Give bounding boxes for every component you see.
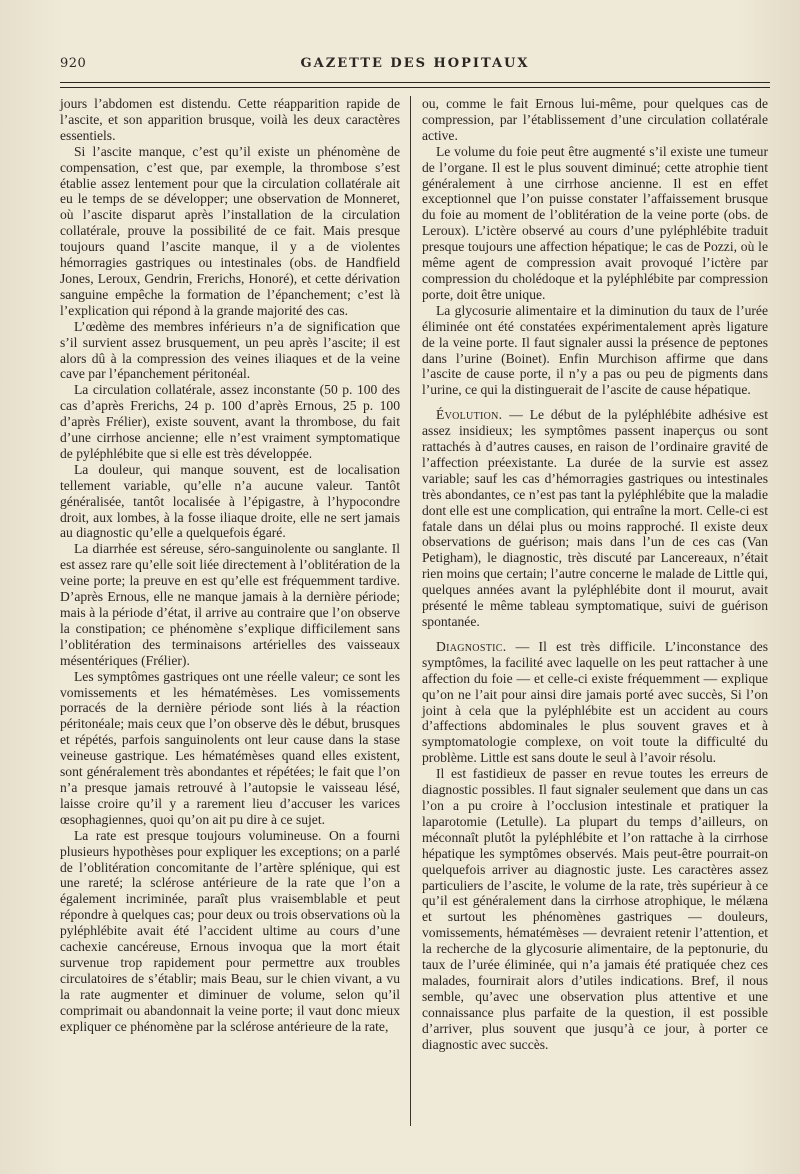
paragraph-text: — Il est très difficile. L’inconstance des symptômes, la facilité avec laquelle on les peut rattacher à une affection du foie — et celle-ci existe fréquemment — explique qu’on ne l’ait pour ainsi dire jamais porté avec succès, Si l’on joint à cela que la pyléphlébite est un accident au cours d’affections abdominales le plus souvent graves et à symptomatologie complexe, on voit toute la difficulté du problème. Little est sans doute le seul à l’avoir résolu. (422, 638, 768, 766)
paragraph-text: — Le début de la pyléphlébite adhésive est assez insidieux; les symptômes passent inaperçus ou sont rattachés à d’autres causes, en raison de l’ordinaire gravité de l’affection préexistante. La durée de la survie est assez variable; sauf les cas d’hémorragies gastriques ou intestinales très abondantes, ce n’est pas tant la pyléphlébite que la maladie dont elle est une complication, qui entraîne la mort. Celle-ci est fatale dans un délai plus ou moins rapproché. Il existe deux observations de guérison; mais dans l’un de ces cas (Van Petigham), le diagnostic, très discuté par Lancereaux, n’était rien moins que certain; l’autre concerne le malade de Little qui, quelques années avant la pyléphlébite dont il mourut, avait présenté le même tableau symptomatique, suivi de guérison spontanée. (422, 407, 768, 629)
paragraph-text: Le volume du foie peut être augmenté s’il existe une tumeur de l’organe. Il est le plus souvent diminué; cette atrophie tient généralement à une cirrhose ancienne. Il est en effet exceptionnel que l’on puisse constater l’affaissement brusque du foie au moment de l’oblitération de la veine porte (obs. de Leroux). L’ictère observé au cours d’une pyléphlébite traduit presque toujours une affection hépatique; le cas de Pozzi, où le même agent de compression avait provoqué l’ictère par compression du cholédoque et la pyléphlébite par compression porte, doit être unique. (422, 143, 768, 302)
right-column (422, 96, 768, 1052)
paragraph: La douleur, qui manque souvent, est de localisation tellement variable, qu’elle n’a aucune valeur. Tantôt généralisée, tantôt localisée à l’épigastre, à l’hypocondre droit, aux lombes, à la fosse iliaque droite, elle ne sert jamais au diagnostic qu’elle a quelquefois égaré. (60, 461, 400, 541)
paragraph: L’œdème des membres inférieurs n’a de signification que s’il survient assez brusquement, un peu après l’ascite; il est alors dû à la compression des veines iliaques et de la veine cave par l’épanchement péritonéal. (60, 318, 400, 382)
page-number: 920 (60, 56, 87, 71)
paragraph (422, 144, 768, 303)
running-title: GAZETTE DES HOPITAUX (300, 56, 530, 71)
header-rule-double (60, 87, 770, 88)
paragraph: Si l’ascite manque, c’est qu’il existe un phénomène de compensation, c’est que, par exemple, la thrombose s’est établie assez lentement pour que la circulation collatérale ait eu le temps de se développer; une observation de Monneret, où l’ascite disparut après l’installation de la circulation collatérale, prouve la possibilité de ce fait. Mais presque toujours quand l’ascite manque, il y a de violentes hémorragies gastriques ou intestinales (obs. de Handfield Jones, Leroux, Gendrin, Frerichs, Honoré), et cette dérivation sanguine empêche la formation de l’épanchement; c’est là l’explication qui répond à la grande majorité des cas. (60, 143, 400, 318)
paragraph (422, 766, 768, 1052)
header-rule (60, 82, 770, 83)
paragraph: jours l’abdomen est distendu. Cette réapparition rapide de l’ascite, et son apparition brusque, voilà les deux caractères essentiels. (60, 96, 400, 143)
paragraph (422, 303, 768, 398)
paragraph-text: La glycosurie alimentaire et la diminution du taux de l’urée éliminée ont été constatées expérimentalement après ligature de la veine porte. Il faut signaler aussi la présence de peptones dans l’urine (Boinet). Enfin Murchison affirme que dans l’ascite de cause porte, il n’y a pas ou peu de pigments dans l’urine, ce qui la distinguerait de l’ascite de cause hépatique. (422, 302, 768, 398)
section-evolution (422, 407, 768, 630)
section-heading: Évolution. (436, 407, 503, 423)
paragraph-text: Il est fastidieux de passer en revue toutes les erreurs de diagnostic possibles. Il faut signaler seulement que dans un cas l’on a pu croire à l’occlusion intestinale et pratiquer la laparotomie (Letulle). La plupart du temps d’ailleurs, on méconnaît plutôt la pyléphlébite et l’on rattache à la cirrhose hépatique les symptômes observés. Mais peut-être pourrait-on quelquefois arriver au diagnostic juste. Les caractères assez particuliers de l’ascite, le volume de la rate, très supérieur à ce qu’il est généralement dans la cirrhose atrophique, le mélæna et surtout les phénomènes gastriques — douleurs, vomissements, hématémèses — devraient retenir l’attention, et la recherche de la glycosurie alimentaire, de la peptonurie, du taux de l’urée éliminée, qui n’a jamais été pratiquée chez ces malades, fournirait alors d’utiles indications. Bref, il nous semble, qu’avec une observation plus attentive et une connaissance plus parfaite de la question, il est possible d’arriver, plus souvent que jusqu’à ce jour, à porter ce diagnostic avec succès. (422, 766, 768, 1052)
paragraph: La rate est presque toujours volumineuse. On a fourni plusieurs hypothèses pour expliquer les exceptions; on a parlé de l’oblitération concomitante de l’artère splénique, qui est une rareté; la sclérose antérieure de la rate que l’on a également incriminée, paraît plus vraisemblable et peut répondre à quelques cas; pour deux ou trois observations où la pyléphlébite avait été l’accident ultime au cours d’une cachexie cancéreuse, Ernous invoqua que la mort était survenue trop rapidement pour permettre aux troubles circulatoires de s’établir; mais Beau, sur le chien vivant, a vu la rate augmenter et diminuer de volume, selon qu’il comprimait ou abandonnait la veine porte; il vaut donc mieux expliquer ce phénomène par la sclérose antérieure de la rate, (60, 827, 400, 1034)
left-column (60, 96, 400, 1034)
paragraph: La diarrhée est séreuse, séro-sanguinolente ou sanglante. Il est assez rare qu’elle soit liée directement à l’oblitération de la veine porte; la preuve en est qu’elle est fréquemment tardive. D’après Ernous, elle ne manque jamais à la dernière période; mais à la période d’état, il arrive au contraire que l’on observe la constipation; ce phénomène s’explique difficilement sans l’oblitération des terminaisons artérielles des vaisseaux mésentériques (Frélier). (60, 541, 400, 668)
paragraph: Les symptômes gastriques ont une réelle valeur; ce sont les vomissements et les hématémèses. Les vomissements porracés de la dernière période sont liés à la réaction péritonéale; mais ceux que l’on observe dès le début, brusques et répétés, parfois sanguinolents ont leur cause dans la stase veineuse gastrique. Les hématémèses quand elles existent, sont généralement très abondantes et répétées; le fait que l’on n’a presque jamais retrouvé à l’autopsie le vaisseau lésé, laisse croire qu’il y a rarement lieu d’accuser les varices œsophagiennes, quoi qu’on ait pu dire à ce sujet. (60, 668, 400, 827)
paragraph (422, 96, 768, 144)
column-divider (410, 96, 411, 1126)
paragraph: La circulation collatérale, assez inconstante (50 p. 100 des cas d’après Frerichs, 24 p. 100 d’après Ernous, 25 p. 100 d’après Frélier), existe souvent, avant la thrombose, du fait d’une cirrhose ancienne; elle n’est vraiment symptomatique de pyléphlébite que si elle est très développée. (60, 382, 400, 461)
section-heading: Diagnostic. (436, 638, 507, 654)
section-diagnostic (422, 639, 768, 766)
page-header (60, 56, 770, 78)
paragraph-text: ou, comme le fait Ernous lui-même, pour quelques cas de compression, par l’établissement d’une circulation collatérale active. (422, 96, 768, 143)
